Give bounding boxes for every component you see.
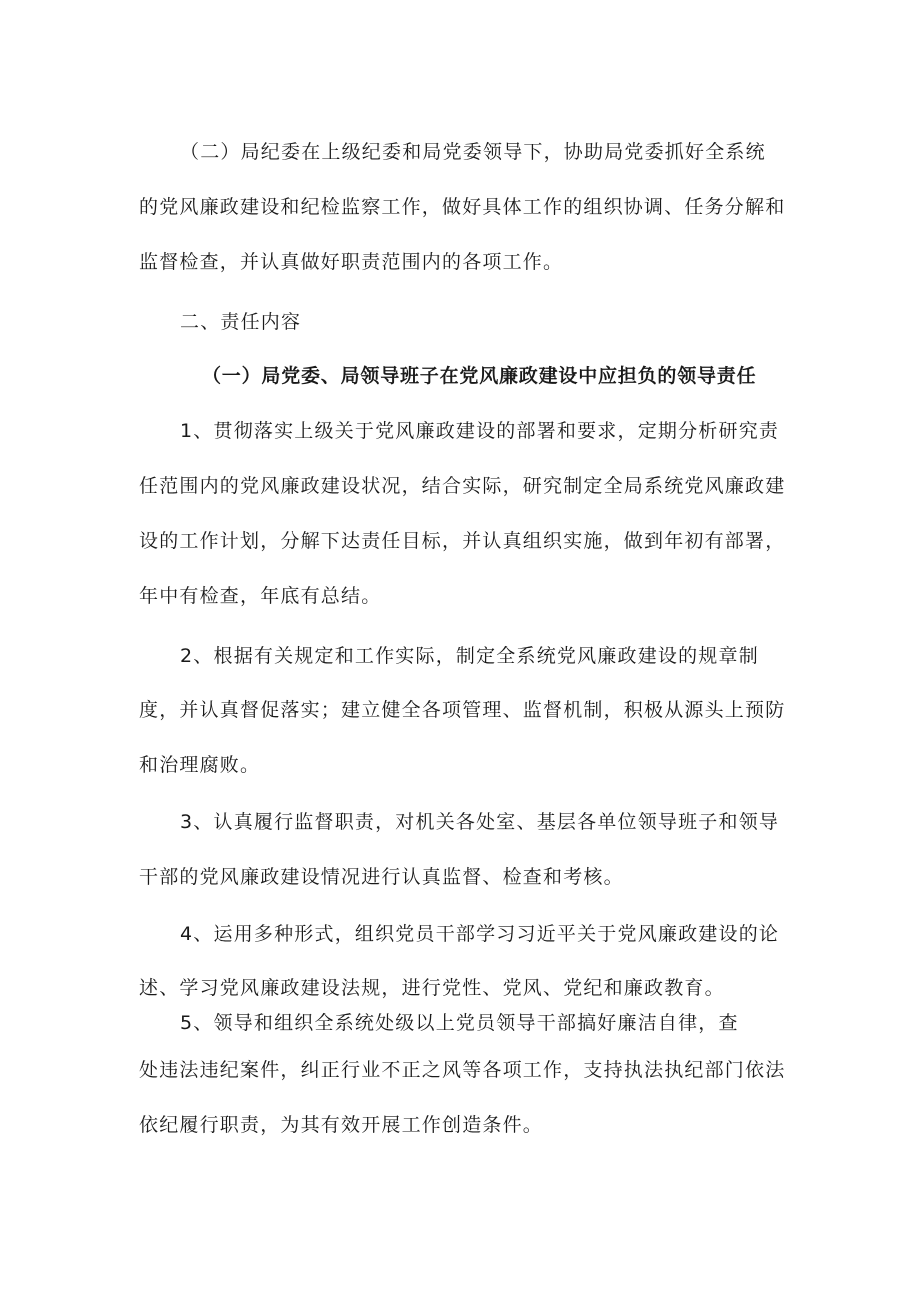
item-4-line-1: 4、运用多种形式，组织党员干部学习习近平关于党风廉政建设的论 — [180, 923, 780, 945]
item-1-line-4: 年中有检查，年底有总结。 — [139, 585, 382, 607]
paragraph-2-line-1: （二）局纪委在上级纪委和局党委领导下，协助局党委抓好全系统 — [180, 141, 766, 163]
item-2-line-3: 和治理腐败。 — [139, 754, 261, 776]
item-3-line-2: 干部的党风廉政建设情况进行认真监督、检查和考核。 — [139, 866, 624, 888]
item-2-line-2: 度，并认真督促落实；建立健全各项管理、监督机制，积极从源头上预防 — [139, 699, 786, 721]
item-5-line-2: 处违法违纪案件，纠正行业不正之风等各项工作，支持执法执纪部门依法 — [139, 1059, 786, 1081]
item-2-line-1: 2、根据有关规定和工作实际，制定全系统党风廉政建设的规章制 — [180, 645, 759, 667]
item-4-line-2: 述、学习党风廉政建设法规，进行党性、党风、党纪和廉政教育。 — [139, 977, 725, 999]
item-3-line-1: 3、认真履行监督职责，对机关各处室、基层各单位领导班子和领导 — [180, 811, 780, 833]
section-heading: 二、责任内容 — [180, 311, 302, 333]
item-1-line-1: 1、贯彻落实上级关于党风廉政建设的部署和要求，定期分析研究责 — [180, 420, 780, 442]
item-5-line-3: 依纪履行职责，为其有效开展工作创造条件。 — [139, 1114, 544, 1136]
item-1-line-2: 任范围内的党风廉政建设状况，结合实际，研究制定全局系统党风廉政建 — [139, 475, 786, 497]
paragraph-2-line-2: 的党风廉政建设和纪检监察工作，做好具体工作的组织协调、任务分解和 — [139, 196, 786, 218]
paragraph-2-line-3: 监督检查，并认真做好职责范围内的各项工作。 — [139, 251, 564, 273]
subheading: （一）局党委、局领导班子在党风廉政建设中应担负的领导责任 — [202, 365, 757, 387]
item-1-line-3: 设的工作计划，分解下达责任目标，并认真组织实施，做到年初有部署， — [139, 530, 786, 552]
item-5-line-1: 5、领导和组织全系统处级以上党员领导干部搞好廉洁自律，查 — [180, 1012, 739, 1034]
